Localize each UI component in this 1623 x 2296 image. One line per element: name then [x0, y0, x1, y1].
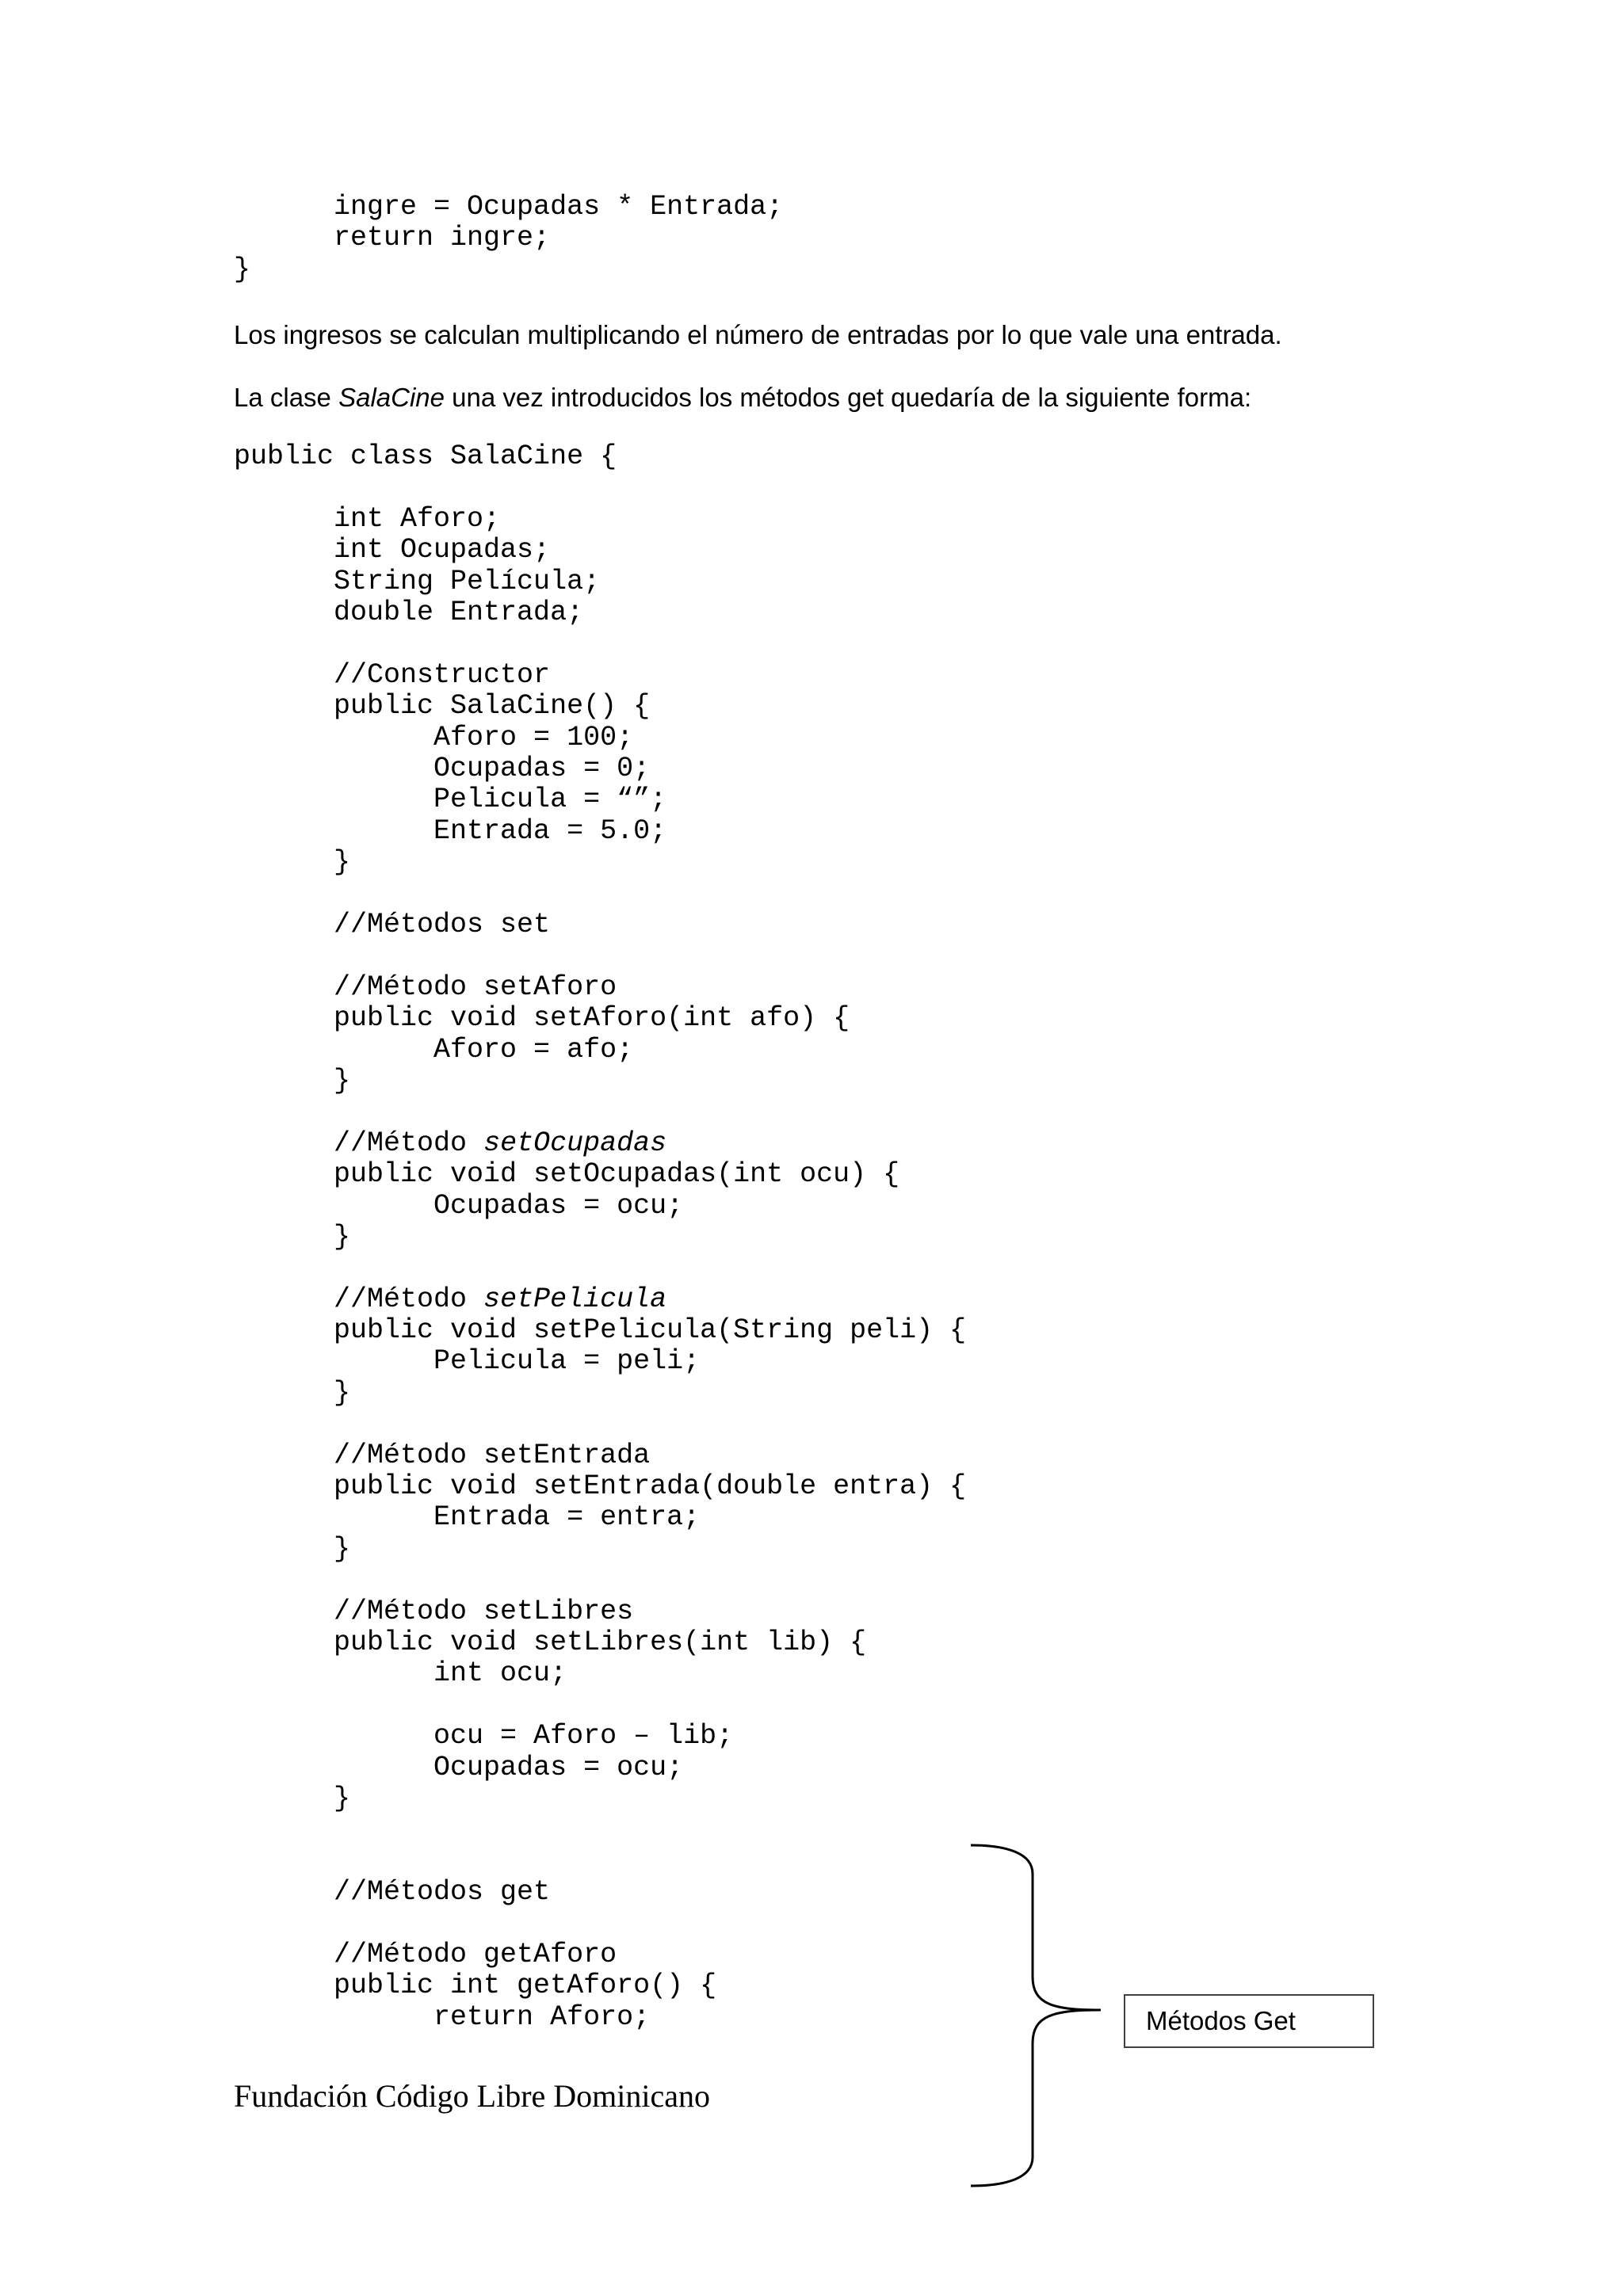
code-line	[234, 816, 966, 847]
code-line	[234, 660, 966, 691]
code-line	[234, 1128, 966, 1159]
code-line	[234, 1191, 966, 1222]
code-line	[234, 566, 966, 597]
code-segment: //Método setEntrada	[234, 1439, 651, 1471]
curly-brace-icon	[971, 1842, 1106, 2191]
code-segment: //Método	[234, 1283, 484, 1315]
code-segment: int Aforo;	[234, 502, 501, 535]
code-line	[234, 441, 966, 472]
code-line	[234, 1721, 966, 1752]
code-line	[234, 1753, 966, 1783]
code-line	[234, 1502, 966, 1533]
code-segment: }	[234, 846, 351, 879]
paragraph-salacine	[234, 382, 1251, 414]
code-line	[234, 1346, 966, 1377]
code-segment: Entrada = entra;	[234, 1501, 701, 1534]
code-line	[234, 597, 966, 628]
code-line	[234, 1877, 966, 1908]
code-line	[234, 1627, 966, 1658]
code-listing	[234, 192, 966, 2033]
code-line	[234, 847, 966, 878]
document-footer: Fundación Código Libre Dominicano	[234, 2078, 711, 2114]
code-segment: }	[234, 1376, 351, 1409]
code-line	[234, 348, 966, 379]
code-segment: setOcupadas	[483, 1127, 667, 1159]
code-line	[234, 784, 966, 815]
metodos-get-callout: Métodos Get	[1124, 1994, 1374, 2048]
code-segment: public void setLibres(int lib) {	[234, 1626, 867, 1658]
code-segment: Pelicula = “”;	[234, 784, 667, 816]
code-line	[234, 504, 966, 535]
code-line	[234, 1690, 966, 1721]
code-line	[234, 940, 966, 971]
code-line	[234, 1783, 966, 1814]
code-segment: public void setAforo(int afo) {	[234, 1002, 850, 1035]
paragraph-ingresos: Los ingresos se calculan multiplicando el número de entradas por lo que vale una entrada.	[234, 320, 1282, 349]
code-segment: }	[234, 1064, 351, 1097]
code-line	[234, 535, 966, 566]
code-segment: Aforo = 100;	[234, 721, 634, 753]
code-line	[234, 1471, 966, 1502]
paragraph-salacine-before: La clase	[234, 383, 339, 412]
code-line	[234, 254, 966, 285]
code-line	[234, 910, 966, 940]
code-line	[234, 1908, 966, 1939]
code-segment: return ingre;	[234, 222, 551, 254]
code-segment: //Método	[234, 1127, 484, 1159]
code-line	[234, 1284, 966, 1315]
code-line	[234, 1315, 966, 1346]
code-line	[234, 1939, 966, 1970]
code-line	[234, 1253, 966, 1283]
code-segment: public SalaCine() {	[234, 690, 651, 723]
code-line	[234, 1003, 966, 1034]
code-segment: int Ocupadas;	[234, 534, 551, 566]
code-line	[234, 1440, 966, 1471]
code-line	[234, 1097, 966, 1127]
code-segment: //Método setAforo	[234, 971, 617, 1003]
code-segment: Ocupadas = ocu;	[234, 1751, 684, 1783]
code-segment: //Método setLibres	[234, 1595, 634, 1627]
code-segment: String Película;	[234, 565, 601, 597]
code-line	[234, 1814, 966, 1845]
code-segment: }	[234, 1782, 351, 1814]
code-line	[234, 628, 966, 659]
paragraph-salacine-classname: SalaCine	[338, 383, 445, 412]
code-segment: public class SalaCine {	[234, 441, 617, 473]
code-segment: Pelicula = peli;	[234, 1345, 701, 1378]
code-segment: Ocupadas = ocu;	[234, 1189, 684, 1222]
code-line	[234, 1596, 966, 1627]
code-segment: //Métodos get	[234, 1876, 551, 1909]
code-line	[234, 1846, 966, 1877]
code-line	[234, 1035, 966, 1066]
code-segment: //Métodos set	[234, 908, 551, 940]
code-segment: public int getAforo() {	[234, 1970, 717, 2002]
code-segment: }	[234, 253, 251, 285]
code-segment: //Constructor	[234, 658, 551, 691]
code-line	[234, 1565, 966, 1596]
code-segment: public void setPelicula(String peli) {	[234, 1314, 967, 1347]
paragraph-salacine-after: una vez introducidos los métodos get quedaría de la siguiente forma:	[445, 383, 1252, 412]
code-line	[234, 192, 966, 223]
code-line	[234, 879, 966, 910]
code-segment: double Entrada;	[234, 597, 584, 629]
code-line	[234, 1534, 966, 1565]
code-segment: Ocupadas = 0;	[234, 753, 651, 785]
code-line	[234, 972, 966, 1003]
code-line	[234, 1409, 966, 1440]
code-segment: Aforo = afo;	[234, 1033, 634, 1066]
code-segment: ocu = Aforo – lib;	[234, 1720, 734, 1753]
code-line	[234, 285, 966, 316]
code-line	[234, 753, 966, 784]
code-line	[234, 410, 966, 441]
code-line	[234, 691, 966, 722]
code-line	[234, 2002, 966, 2033]
code-line	[234, 1658, 966, 1689]
code-segment: //Método getAforo	[234, 1938, 617, 1970]
code-segment: Entrada = 5.0;	[234, 814, 667, 847]
code-line	[234, 1970, 966, 2001]
code-line	[234, 1378, 966, 1409]
code-segment: }	[234, 1220, 351, 1253]
code-segment: ingre = Ocupadas * Entrada;	[234, 191, 784, 223]
code-segment: setPelicula	[483, 1283, 667, 1315]
code-line	[234, 1159, 966, 1190]
code-segment: return Aforo;	[234, 2000, 651, 2033]
code-line	[234, 1222, 966, 1253]
code-line	[234, 1066, 966, 1097]
code-line	[234, 473, 966, 504]
code-line	[234, 723, 966, 753]
code-segment: int ocu;	[234, 1657, 567, 1690]
code-segment: public void setEntrada(double entra) {	[234, 1470, 967, 1503]
code-segment: public void setOcupadas(int ocu) {	[234, 1158, 900, 1191]
code-segment: }	[234, 1532, 351, 1565]
code-line	[234, 223, 966, 254]
